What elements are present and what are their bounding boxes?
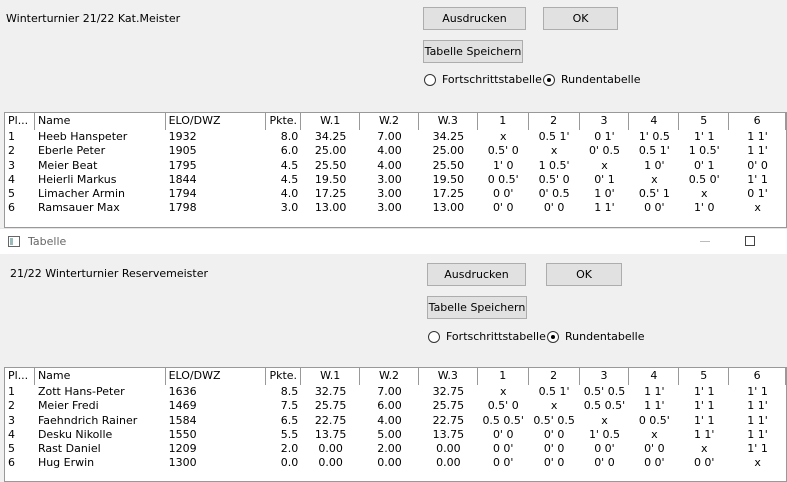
- cell-round-5: 1' 1: [693, 399, 715, 413]
- cell-elo-dwz: 1469: [168, 399, 197, 413]
- panel-title: Winterturnier 21/22 Kat.Meister: [6, 12, 181, 25]
- column-header-round-2[interactable]: 2: [529, 113, 580, 130]
- cell-name: Desku Nikolle: [37, 427, 113, 441]
- radio-selected-icon: [543, 74, 555, 86]
- cell-place: 4: [8, 427, 15, 441]
- cell-round-6: x: [754, 201, 761, 215]
- cell-name: Zott Hans-Peter: [37, 385, 125, 398]
- column-header-round-1[interactable]: 1: [478, 368, 529, 385]
- column-header-w2[interactable]: W.2: [360, 113, 419, 130]
- ok-button[interactable]: OK: [546, 263, 622, 286]
- cell-elo-dwz: 1550: [168, 427, 197, 441]
- cell-round-1: 0.5' 0: [487, 144, 519, 158]
- window-title: Tabelle: [28, 235, 67, 248]
- column-header-w3[interactable]: W.3: [419, 368, 478, 385]
- radio-circle-icon: [424, 74, 436, 86]
- cell-round-6: 1 1': [747, 144, 768, 158]
- standings-table[interactable]: [4, 367, 787, 482]
- cell-round-2: 0' 0: [543, 456, 565, 470]
- cell-w2: 7.00: [377, 385, 402, 398]
- cell-round-6: 1 1': [747, 399, 768, 413]
- cell-round-5: 1 1': [693, 427, 715, 441]
- cell-w2: 3.00: [377, 187, 402, 201]
- cell-round-5: 1' 1: [693, 413, 715, 427]
- cell-name: Limacher Armin: [37, 187, 125, 201]
- cell-name: Faehndrich Rainer: [37, 413, 138, 427]
- cell-round-3: 0' 1: [594, 172, 615, 186]
- table-row[interactable]: [5, 144, 786, 158]
- cell-round-6: 1 1': [747, 413, 768, 427]
- cell-w1: 22.75: [314, 413, 347, 427]
- cell-place: 4: [8, 172, 15, 186]
- cell-elo-dwz: 1794: [168, 187, 197, 201]
- panel-title: 21/22 Winterturnier Reservemeister: [10, 267, 208, 280]
- column-header-round-4[interactable]: 4: [629, 113, 679, 130]
- cell-points: 4.5: [280, 158, 299, 172]
- window-titlebar[interactable]: [0, 228, 787, 254]
- cell-w3: 0.00: [436, 442, 461, 456]
- cell-w3: 19.50: [432, 172, 465, 186]
- cell-round-5: x: [700, 187, 708, 201]
- cell-round-6: 1' 1: [747, 442, 768, 456]
- cell-w1: 0.00: [318, 442, 343, 456]
- table-row[interactable]: [5, 159, 786, 173]
- cell-elo-dwz: 1905: [168, 144, 197, 158]
- column-header-points[interactable]: Pkte.: [266, 113, 301, 130]
- cell-w2: 2.00: [377, 442, 402, 456]
- radio-round-table[interactable]: [543, 73, 641, 86]
- cell-name: Eberle Peter: [37, 144, 106, 158]
- table-row[interactable]: [5, 385, 786, 399]
- column-header-round-4[interactable]: 4: [629, 368, 679, 385]
- cell-w2: 4.00: [377, 158, 402, 172]
- cell-round-1: 0' 0: [492, 427, 514, 441]
- minimize-icon[interactable]: [700, 241, 710, 242]
- cell-round-3: 1' 0.5: [588, 427, 620, 441]
- window-app-icon: [8, 236, 20, 247]
- column-header-w1[interactable]: W.1: [301, 113, 360, 130]
- cell-round-2: 0' 0: [543, 442, 565, 456]
- cell-round-6: 1 1': [747, 130, 768, 143]
- cell-place: 3: [8, 413, 15, 427]
- column-header-w2[interactable]: W.2: [360, 368, 419, 385]
- cell-w3: 34.25: [432, 130, 465, 143]
- cell-round-3: 1 0': [594, 187, 615, 201]
- cell-round-6: 0 1': [747, 187, 768, 201]
- cell-w1: 25.50: [314, 158, 347, 172]
- tournament-panel-meister: [0, 0, 787, 228]
- cell-round-4: 1 0': [644, 158, 665, 172]
- table-row[interactable]: [5, 399, 786, 413]
- radio-round-table[interactable]: [547, 330, 645, 343]
- cell-round-2: 0.5' 0: [538, 172, 570, 186]
- cell-w3: 25.75: [432, 399, 465, 413]
- maximize-icon[interactable]: [745, 236, 755, 246]
- table-header: [5, 368, 786, 385]
- table-row[interactable]: [5, 187, 786, 201]
- column-header-round-5[interactable]: 5: [679, 113, 729, 130]
- radio-label: Rundentabelle: [565, 330, 645, 343]
- column-header-name[interactable]: Name: [35, 113, 166, 130]
- cell-w3: 17.25: [432, 187, 465, 201]
- column-header-round-3[interactable]: 3: [580, 113, 630, 130]
- cell-place: 2: [8, 399, 15, 413]
- cell-round-4: 0.5' 1: [638, 187, 670, 201]
- cell-w1: 19.50: [314, 172, 347, 186]
- radio-label: Fortschrittstabelle: [446, 330, 546, 343]
- cell-round-1: x: [499, 385, 507, 398]
- column-header-name[interactable]: Name: [35, 368, 166, 385]
- table-row[interactable]: [5, 201, 786, 215]
- cell-place: 6: [8, 456, 15, 470]
- table-row[interactable]: [5, 442, 786, 456]
- ok-button[interactable]: OK: [543, 7, 618, 30]
- cell-round-4: 0' 0: [644, 442, 665, 456]
- cell-points: 8.0: [280, 130, 299, 143]
- cell-round-3: x: [601, 158, 608, 172]
- cell-points: 6.0: [280, 144, 299, 158]
- cell-w2: 0.00: [377, 456, 402, 470]
- cell-round-4: x: [651, 172, 658, 186]
- cell-w2: 6.00: [377, 399, 402, 413]
- cell-elo-dwz: 1209: [168, 442, 197, 456]
- cell-round-1: 0' 0: [492, 201, 514, 215]
- column-header-round-1[interactable]: 1: [478, 113, 529, 130]
- cell-elo-dwz: 1798: [168, 201, 197, 215]
- radio-label: Rundentabelle: [561, 73, 641, 86]
- cell-round-3: 1 1': [594, 201, 615, 215]
- cell-round-2: 0.5 1': [538, 130, 570, 143]
- print-button[interactable]: Ausdrucken: [423, 7, 526, 30]
- cell-round-2: 0.5 1': [538, 385, 570, 398]
- cell-round-2: 0' 0.5: [538, 187, 570, 201]
- cell-elo-dwz: 1584: [168, 413, 197, 427]
- cell-points: 6.5: [280, 413, 299, 427]
- cell-round-2: x: [550, 144, 558, 158]
- cell-w2: 3.00: [377, 172, 402, 186]
- cell-w1: 25.75: [314, 399, 347, 413]
- table-row[interactable]: [5, 456, 786, 470]
- cell-round-5: 1 0.5': [688, 144, 720, 158]
- cell-round-5: 0' 1: [693, 158, 715, 172]
- cell-points: 7.5: [280, 399, 299, 413]
- cell-round-3: x: [601, 413, 608, 427]
- cell-round-5: 0.5 0': [688, 172, 720, 186]
- print-button[interactable]: Ausdrucken: [427, 263, 526, 286]
- cell-elo-dwz: 1932: [168, 130, 197, 143]
- column-header-round-3[interactable]: 3: [580, 368, 630, 385]
- cell-round-3: 0 0': [594, 442, 615, 456]
- cell-w3: 25.00: [432, 144, 465, 158]
- cell-place: 2: [8, 144, 15, 158]
- cell-w1: 0.00: [318, 456, 343, 470]
- cell-place: 3: [8, 158, 15, 172]
- cell-name: Ramsauer Max: [37, 201, 120, 215]
- cell-w2: 7.00: [377, 130, 402, 143]
- cell-w3: 13.00: [432, 201, 465, 215]
- cell-round-1: 0 0': [492, 442, 514, 456]
- table-row[interactable]: [5, 414, 786, 428]
- cell-points: 4.0: [280, 187, 299, 201]
- table-row[interactable]: [5, 130, 786, 144]
- cell-round-5: 1' 1: [693, 130, 715, 143]
- cell-w1: 13.75: [314, 427, 347, 441]
- cell-round-1: 0.5' 0: [487, 399, 519, 413]
- radio-circle-icon: [428, 331, 440, 343]
- cell-round-2: 0.5' 0.5: [533, 413, 575, 427]
- cell-w1: 25.00: [314, 144, 347, 158]
- cell-round-6: 1' 1: [747, 172, 768, 186]
- tournament-panel-reserve: [0, 254, 787, 482]
- cell-name: Meier Beat: [37, 158, 98, 172]
- cell-name: Hug Erwin: [37, 456, 95, 470]
- radio-progress-table[interactable]: [428, 330, 546, 343]
- cell-round-2: x: [550, 399, 558, 413]
- cell-round-4: 0.5 1': [638, 144, 670, 158]
- save-table-button[interactable]: Tabelle Speichern: [427, 296, 527, 319]
- cell-elo-dwz: 1795: [168, 158, 197, 172]
- cell-name: Heierli Markus: [37, 172, 117, 186]
- cell-place: 5: [8, 187, 15, 201]
- cell-round-3: 0.5 0.5': [583, 399, 626, 413]
- cell-round-3: 0' 0.5: [588, 144, 620, 158]
- cell-place: 6: [8, 201, 15, 215]
- cell-points: 5.5: [280, 427, 299, 441]
- cell-round-5: x: [700, 442, 708, 456]
- cell-w2: 5.00: [377, 427, 402, 441]
- column-header-points[interactable]: Pkte.: [266, 368, 301, 385]
- cell-round-5: 1' 0: [693, 201, 715, 215]
- cell-round-4: 1 1': [644, 399, 665, 413]
- cell-place: 1: [8, 130, 15, 143]
- cell-w1: 13.00: [314, 201, 347, 215]
- cell-points: 4.5: [280, 172, 299, 186]
- save-table-button[interactable]: Tabelle Speichern: [423, 40, 523, 63]
- cell-w2: 4.00: [377, 413, 402, 427]
- radio-selected-icon: [547, 331, 559, 343]
- column-header-round-5[interactable]: 5: [679, 368, 729, 385]
- column-header-elo-dwz[interactable]: ELO/DWZ: [166, 113, 267, 130]
- cell-round-1: 0.5 0.5': [482, 413, 524, 427]
- cell-round-4: 1 1': [644, 385, 665, 398]
- cell-round-4: 0 0.5': [638, 413, 670, 427]
- cell-round-4: x: [651, 427, 658, 441]
- cell-name: Meier Fredi: [37, 399, 99, 413]
- cell-points: 3.0: [280, 201, 299, 215]
- cell-w2: 4.00: [377, 144, 402, 158]
- cell-w1: 17.25: [314, 187, 347, 201]
- cell-name: Heeb Hanspeter: [37, 130, 128, 143]
- radio-progress-table[interactable]: [424, 73, 542, 86]
- cell-place: 5: [8, 442, 15, 456]
- cell-elo-dwz: 1300: [168, 456, 197, 470]
- cell-round-3: 0 1': [594, 130, 615, 143]
- cell-round-1: 1' 0: [492, 158, 514, 172]
- cell-round-2: 0' 0: [543, 201, 565, 215]
- cell-round-1: 0 0': [492, 456, 514, 470]
- cell-w3: 22.75: [432, 413, 465, 427]
- cell-round-1: 0 0.5': [487, 172, 519, 186]
- cell-round-6: x: [754, 456, 761, 470]
- column-header-place[interactable]: Pl...: [5, 113, 35, 130]
- cell-w2: 3.00: [377, 201, 402, 215]
- cell-round-5: 1' 1: [693, 385, 715, 398]
- cell-name: Rast Daniel: [37, 442, 101, 456]
- column-header-round-2[interactable]: 2: [529, 368, 580, 385]
- cell-points: 0.0: [280, 456, 299, 470]
- cell-elo-dwz: 1844: [168, 172, 197, 186]
- cell-place: 1: [8, 385, 15, 398]
- cell-w1: 34.25: [314, 130, 347, 143]
- cell-round-2: 1 0.5': [538, 158, 570, 172]
- cell-round-1: 0 0': [492, 187, 514, 201]
- cell-w3: 13.75: [432, 427, 465, 441]
- cell-round-3: 0' 0: [594, 456, 615, 470]
- column-header-elo-dwz[interactable]: ELO/DWZ: [166, 368, 267, 385]
- column-header-round-6[interactable]: 6: [729, 368, 786, 385]
- cell-w3: 0.00: [436, 456, 461, 470]
- cell-w1: 32.75: [314, 385, 347, 398]
- table-body: [5, 385, 786, 471]
- cell-round-3: 0.5' 0.5: [583, 385, 626, 398]
- cell-round-1: x: [499, 130, 507, 143]
- column-header-round-6[interactable]: 6: [729, 113, 786, 130]
- cell-w3: 25.50: [432, 158, 465, 172]
- column-header-w3[interactable]: W.3: [419, 113, 478, 130]
- cell-round-4: 0 0': [644, 201, 665, 215]
- table-body: [5, 130, 786, 216]
- cell-round-2: 0' 0: [543, 427, 565, 441]
- cell-round-6: 1 1': [747, 427, 768, 441]
- table-row[interactable]: [5, 428, 786, 442]
- cell-points: 2.0: [280, 442, 299, 456]
- cell-round-5: 0 0': [693, 456, 715, 470]
- cell-w3: 32.75: [432, 385, 465, 398]
- standings-table[interactable]: [4, 112, 787, 228]
- cell-round-6: 1' 1: [747, 385, 768, 398]
- radio-label: Fortschrittstabelle: [442, 73, 542, 86]
- column-header-w1[interactable]: W.1: [301, 368, 360, 385]
- cell-points: 8.5: [280, 385, 299, 398]
- cell-elo-dwz: 1636: [168, 385, 197, 398]
- table-header: [5, 113, 786, 130]
- table-row[interactable]: [5, 173, 786, 187]
- cell-round-6: 0' 0: [747, 158, 768, 172]
- cell-round-4: 1' 0.5: [638, 130, 670, 143]
- column-header-place[interactable]: Pl...: [5, 368, 35, 385]
- cell-round-4: 0 0': [644, 456, 665, 470]
